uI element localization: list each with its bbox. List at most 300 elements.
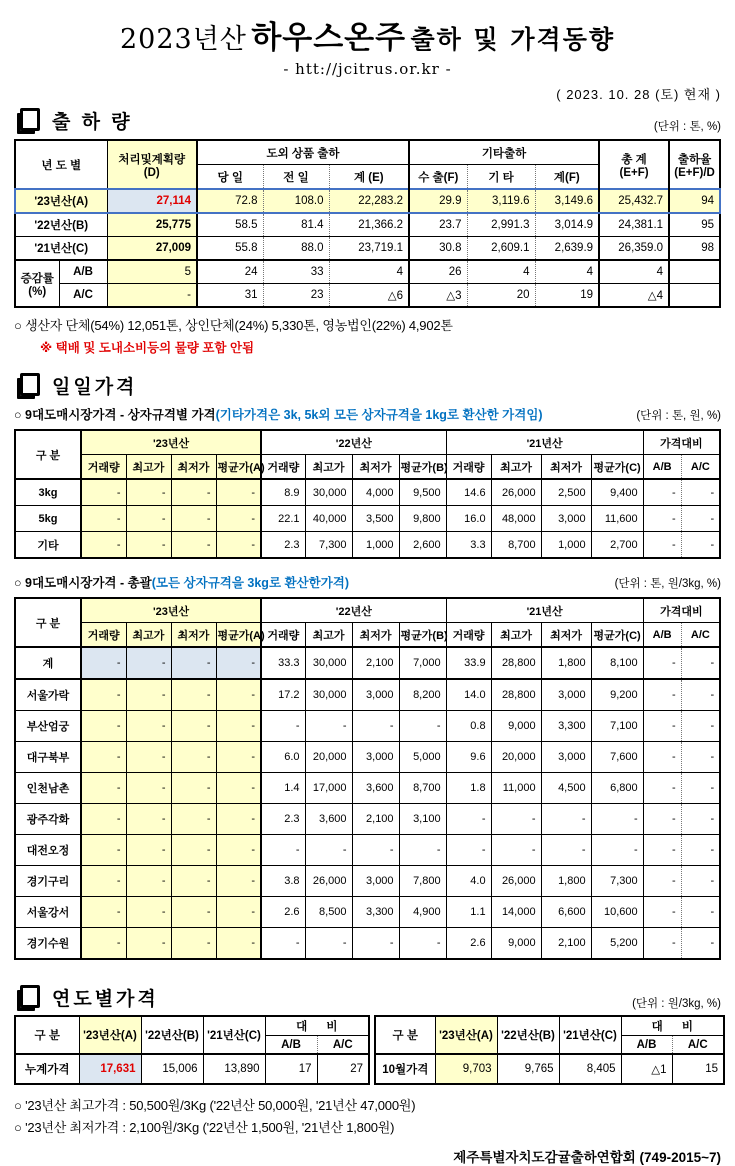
col-group-header: 대 비: [621, 1016, 724, 1036]
value-cell: 3,000: [541, 742, 591, 773]
value-cell: 58.5: [197, 213, 263, 237]
col-group-header: '22년산: [261, 598, 446, 623]
value-cell: 7,100: [591, 711, 643, 742]
value-cell: 14,000: [491, 897, 541, 928]
col-group-header: '21년산: [446, 598, 643, 623]
value-cell: 4: [599, 260, 669, 284]
shipment-section-head: [14, 107, 721, 134]
value-cell: 3.8: [261, 866, 305, 897]
value-cell: 2,100: [541, 928, 591, 960]
header-line: (E+F): [619, 166, 649, 179]
value-cell: △6: [329, 284, 409, 308]
value-cell: -: [643, 866, 681, 897]
value-cell: -: [305, 928, 352, 960]
value-cell: -: [171, 742, 216, 773]
value-cell: 9,000: [491, 711, 541, 742]
row-label: 서울가락: [15, 679, 81, 711]
value-cell: -: [681, 711, 720, 742]
row-label: [15, 260, 59, 307]
value-cell: 4: [535, 260, 599, 284]
unit-note: (단위 : 톤, 원/3kg, %): [614, 578, 721, 590]
row-label: 광주각화: [15, 804, 81, 835]
value-cell: -: [81, 804, 126, 835]
value-cell: -: [681, 897, 720, 928]
col-header: 거래량: [446, 455, 491, 480]
col-header: 거래량: [261, 455, 305, 480]
col-header: 구 분: [375, 1016, 435, 1054]
col-header: [599, 140, 669, 189]
table-head: [15, 598, 720, 647]
value-cell: 88.0: [263, 237, 329, 261]
value-cell: 9.6: [446, 742, 491, 773]
value-cell: 7,300: [591, 866, 643, 897]
value-cell: -: [126, 773, 171, 804]
max-price-note: ○ '23년산 최고가격 : 50,500원/3Kg ('22년산 50,000원, '21년산 47,000원): [14, 1098, 416, 1113]
table-row: [15, 213, 720, 237]
value-cell: 14.6: [446, 479, 491, 506]
value-cell: 10,600: [591, 897, 643, 928]
value-cell: 9,400: [591, 479, 643, 506]
value-cell: -: [81, 711, 126, 742]
value-cell: 9,765: [497, 1054, 559, 1084]
col-header: 평균가(C): [591, 455, 643, 480]
total-bullet: [14, 573, 349, 591]
col-header: 구 분: [15, 598, 81, 647]
header-line: (E+F)/D: [674, 166, 715, 179]
table-row: [15, 506, 720, 532]
col-header: 구 분: [15, 430, 81, 479]
value-cell: 21,366.2: [329, 213, 409, 237]
value-cell: -: [643, 897, 681, 928]
value-cell: 0.8: [446, 711, 491, 742]
value-cell: 20,000: [491, 742, 541, 773]
value-cell: 17,631: [79, 1054, 141, 1084]
col-group-header: '21년산: [446, 430, 643, 455]
value-cell: 26,000: [491, 866, 541, 897]
value-cell: -: [171, 928, 216, 960]
value-cell: -: [126, 835, 171, 866]
value-cell: 29.9: [409, 189, 467, 213]
value-cell: -: [352, 711, 399, 742]
value-cell: -: [216, 835, 261, 866]
value-cell: -: [171, 711, 216, 742]
value-cell: -: [216, 804, 261, 835]
value-cell: -: [643, 804, 681, 835]
section-title-text: 일일가격: [52, 377, 138, 398]
value-cell: 2,500: [541, 479, 591, 506]
value-cell: 72.8: [197, 189, 263, 213]
table-row: [15, 866, 720, 897]
value-cell: -: [126, 479, 171, 506]
value-cell: 95: [669, 213, 720, 237]
row-label: 3kg: [15, 479, 81, 506]
row-sublabel: A/C: [59, 284, 107, 308]
col-header: 최고가: [491, 455, 541, 480]
col-header: '23년산(A): [435, 1016, 497, 1054]
value-cell: 24: [197, 260, 263, 284]
bullet-text: ○ 9대도매시장가격 - 총괄: [14, 576, 152, 590]
document-square-icon: [20, 373, 40, 396]
yearly-section-head: [14, 984, 721, 1011]
value-cell: -: [216, 773, 261, 804]
value-cell: -: [216, 711, 261, 742]
value-cell: -: [216, 928, 261, 960]
value-cell: -: [643, 711, 681, 742]
col-group-header: 가격대비: [643, 598, 720, 623]
value-cell: -: [216, 506, 261, 532]
value-cell: -: [171, 679, 216, 711]
value-cell: -: [126, 897, 171, 928]
value-cell: -: [81, 897, 126, 928]
value-cell: 8,100: [591, 647, 643, 679]
header-line: 총 계: [621, 153, 647, 166]
col-header: 기 타: [467, 165, 535, 190]
price-total-table: [14, 597, 721, 960]
row-label: 경기수원: [15, 928, 81, 960]
row-label: 누계가격: [15, 1054, 79, 1084]
value-cell: 8,500: [305, 897, 352, 928]
value-cell: 48,000: [491, 506, 541, 532]
table-row: [375, 1054, 724, 1084]
value-cell: -: [171, 866, 216, 897]
value-cell: 33.9: [446, 647, 491, 679]
value-cell: -: [643, 532, 681, 559]
value-cell: 3,119.6: [467, 189, 535, 213]
col-group-header: 도외 상품 출하: [197, 140, 409, 165]
value-cell: -: [81, 928, 126, 960]
value-cell: -: [681, 773, 720, 804]
value-cell: -: [591, 835, 643, 866]
value-cell: -: [643, 647, 681, 679]
value-cell: 3,300: [352, 897, 399, 928]
value-cell: 33: [263, 260, 329, 284]
table-row: [15, 647, 720, 679]
col-header: '21년산(C): [559, 1016, 621, 1054]
section-title-text: 연도별가격: [52, 989, 159, 1010]
value-cell: -: [81, 679, 126, 711]
value-cell: -: [81, 506, 126, 532]
website-url: - htt://jcitrus.or.kr -: [283, 60, 452, 78]
organization-name: 제주특별자치도감귤출하연합회 (749-2015~7): [453, 1150, 721, 1165]
col-header: 계 (E): [329, 165, 409, 190]
col-header: A/C: [672, 1036, 724, 1055]
title-suffix: 출하 및 가격동향: [410, 25, 615, 54]
value-cell: -: [681, 506, 720, 532]
value-cell: -: [491, 835, 541, 866]
value-cell: 81.4: [263, 213, 329, 237]
value-cell: -: [216, 479, 261, 506]
table-row: [15, 532, 720, 559]
value-cell: 11,000: [491, 773, 541, 804]
value-cell: -: [681, 647, 720, 679]
value-cell: 2,100: [352, 647, 399, 679]
col-header: 거래량: [446, 623, 491, 648]
price-by-box-body: [15, 479, 720, 558]
value-cell: -: [126, 804, 171, 835]
value-cell: 3,149.6: [535, 189, 599, 213]
value-cell: 30,000: [305, 679, 352, 711]
value-cell: 2.6: [261, 897, 305, 928]
row-label: 대구북부: [15, 742, 81, 773]
unit-note: (단위 : 톤, 원, %): [636, 410, 721, 422]
value-cell: -: [681, 928, 720, 960]
row-label: 서울강서: [15, 897, 81, 928]
row-label: '21년산(C): [15, 237, 107, 261]
value-cell: 94: [669, 189, 720, 213]
value-cell: 27,114: [107, 189, 197, 213]
value-cell: 9,800: [399, 506, 446, 532]
value-cell: 6,600: [541, 897, 591, 928]
value-cell: 9,000: [491, 928, 541, 960]
value-cell: 15: [672, 1054, 724, 1084]
table-row: [375, 1016, 724, 1036]
value-cell: 3,000: [352, 679, 399, 711]
table-row: [15, 804, 720, 835]
value-cell: -: [643, 506, 681, 532]
col-header: '22년산(B): [497, 1016, 559, 1054]
value-cell: 2,600: [399, 532, 446, 559]
value-cell: 1.8: [446, 773, 491, 804]
row-label: 경기구리: [15, 866, 81, 897]
value-cell: 1,800: [541, 647, 591, 679]
value-cell: -: [81, 866, 126, 897]
value-cell: -: [399, 835, 446, 866]
row-label: '22년산(B): [15, 213, 107, 237]
price-by-box-table: [14, 429, 721, 559]
value-cell: 1,800: [541, 866, 591, 897]
bullet-text: ○ 9대도매시장가격 - 상자규격별 가격: [14, 408, 216, 422]
value-cell: 8,700: [491, 532, 541, 559]
value-cell: -: [643, 928, 681, 960]
value-cell: 2,700: [591, 532, 643, 559]
col-header: 평균가(B): [399, 455, 446, 480]
as-of-date: ( 2023. 10. 28 (토) 현재 ): [556, 87, 721, 102]
value-cell: 27,009: [107, 237, 197, 261]
value-cell: -: [399, 928, 446, 960]
value-cell: -: [352, 835, 399, 866]
table-row: [15, 1016, 369, 1036]
value-cell: -: [107, 284, 197, 308]
value-cell: -: [643, 773, 681, 804]
col-header: 평균가(A): [216, 455, 261, 480]
col-header: 평균가(C): [591, 623, 643, 648]
value-cell: -: [643, 835, 681, 866]
value-cell: 9,500: [399, 479, 446, 506]
value-cell: -: [126, 742, 171, 773]
value-cell: 26,000: [491, 479, 541, 506]
by-box-bullet: [14, 405, 543, 423]
value-cell: 8,405: [559, 1054, 621, 1084]
table-row: [15, 835, 720, 866]
col-header: 최고가: [126, 455, 171, 480]
value-cell: 22,283.2: [329, 189, 409, 213]
value-cell: -: [491, 804, 541, 835]
price-total-body: [15, 647, 720, 959]
value-cell: 30.8: [409, 237, 467, 261]
col-header: 수 출(F): [409, 165, 467, 190]
value-cell: 3,100: [399, 804, 446, 835]
october-price-body: [375, 1054, 724, 1084]
value-cell: -: [81, 835, 126, 866]
value-cell: 4,000: [352, 479, 399, 506]
value-cell: 20,000: [305, 742, 352, 773]
row-label: 계: [15, 647, 81, 679]
value-cell: 1,000: [541, 532, 591, 559]
value-cell: -: [305, 711, 352, 742]
value-cell: -: [305, 835, 352, 866]
value-cell: 17,000: [305, 773, 352, 804]
value-cell: 9,200: [591, 679, 643, 711]
col-group-header: '23년산: [81, 598, 261, 623]
value-cell: -: [261, 835, 305, 866]
col-header: 구 분: [15, 1016, 79, 1054]
october-price-table: [374, 1015, 725, 1085]
row-label: 부산엄궁: [15, 711, 81, 742]
value-cell: -: [681, 479, 720, 506]
row-label: 5kg: [15, 506, 81, 532]
value-cell: 55.8: [197, 237, 263, 261]
col-header: 당 일: [197, 165, 263, 190]
value-cell: -: [681, 679, 720, 711]
col-group-header: '22년산: [261, 430, 446, 455]
value-cell: 23.7: [409, 213, 467, 237]
value-cell: 1.1: [446, 897, 491, 928]
value-cell: -: [681, 742, 720, 773]
value-cell: [669, 260, 720, 284]
value-cell: 3,600: [352, 773, 399, 804]
table-row: [15, 140, 720, 165]
value-cell: 3,000: [541, 506, 591, 532]
col-header: 최저가: [352, 623, 399, 648]
shipment-table: [14, 139, 721, 308]
total-bullet-row: [14, 573, 721, 591]
value-cell: -: [591, 804, 643, 835]
cumulative-price-table: [14, 1015, 370, 1085]
value-cell: 31: [197, 284, 263, 308]
header-line: 출하율: [677, 153, 712, 166]
unit-note: (단위 : 원/3kg, %): [632, 998, 721, 1010]
table-row: [15, 711, 720, 742]
col-header: '21년산(C): [203, 1016, 265, 1054]
table-row: [15, 623, 720, 648]
row-sublabel: A/B: [59, 260, 107, 284]
value-cell: 40,000: [305, 506, 352, 532]
value-cell: -: [126, 928, 171, 960]
value-cell: -: [541, 835, 591, 866]
value-cell: 26,359.0: [599, 237, 669, 261]
header-line: 처리및계획량: [118, 153, 186, 166]
value-cell: 15,006: [141, 1054, 203, 1084]
table-row: [15, 479, 720, 506]
col-group-header: 대 비: [265, 1016, 369, 1036]
value-cell: 22.1: [261, 506, 305, 532]
shipment-change-rows: [15, 260, 720, 307]
value-cell: 7,000: [399, 647, 446, 679]
value-cell: △1: [621, 1054, 672, 1084]
value-cell: 7,800: [399, 866, 446, 897]
value-cell: -: [126, 711, 171, 742]
value-cell: -: [681, 835, 720, 866]
col-header: 거래량: [81, 455, 126, 480]
bullet-paren-note: (기타가격은 3k, 5k외 모든 상자규격을 1kg로 환산한 가격임): [215, 408, 543, 422]
value-cell: 3,000: [541, 679, 591, 711]
col-header: A/B: [643, 623, 681, 648]
value-cell: -: [681, 866, 720, 897]
daily-section-title: [14, 372, 137, 399]
value-cell: 2.3: [261, 532, 305, 559]
value-cell: -: [81, 773, 126, 804]
col-group-header: 기타출하: [409, 140, 599, 165]
table-row: [15, 773, 720, 804]
value-cell: 8,200: [399, 679, 446, 711]
title-product: 하우스온주: [251, 20, 407, 55]
value-cell: -: [216, 532, 261, 559]
col-header: 최저가: [171, 455, 216, 480]
value-cell: -: [643, 742, 681, 773]
value-cell: 4,900: [399, 897, 446, 928]
col-header: A/C: [681, 623, 720, 648]
value-cell: 98: [669, 237, 720, 261]
value-cell: 1.4: [261, 773, 305, 804]
value-cell: 2,639.9: [535, 237, 599, 261]
value-cell: 2.3: [261, 804, 305, 835]
yearly-section-title: [14, 984, 159, 1011]
value-cell: -: [216, 897, 261, 928]
value-cell: -: [216, 647, 261, 679]
value-cell: 11,600: [591, 506, 643, 532]
value-cell: 2.6: [446, 928, 491, 960]
value-cell: 4.0: [446, 866, 491, 897]
table-head: [15, 1016, 369, 1054]
col-header: 평균가(A): [216, 623, 261, 648]
table-row: [15, 598, 720, 623]
value-cell: -: [541, 804, 591, 835]
value-cell: -: [681, 532, 720, 559]
min-price-note: ○ '23년산 최저가격 : 2,100원/3Kg ('22년산 1,500원, '21년산 1,800원): [14, 1120, 395, 1135]
value-cell: 23,719.1: [329, 237, 409, 261]
col-header: 최고가: [126, 623, 171, 648]
value-cell: 25,775: [107, 213, 197, 237]
value-cell: -: [81, 479, 126, 506]
row-label: 대전오정: [15, 835, 81, 866]
bullet-paren-note: (모든 상자규격을 3kg로 환산한가격): [151, 576, 350, 590]
cumulative-price-body: [15, 1054, 369, 1084]
table-head: [375, 1016, 724, 1054]
section-title-text: 출 하 량: [52, 112, 133, 133]
col-header: 최저가: [352, 455, 399, 480]
col-header: 계(F): [535, 165, 599, 190]
table-row: [15, 237, 720, 261]
label-line: 증감률: [20, 272, 54, 285]
value-cell: -: [216, 742, 261, 773]
label-line: (%): [28, 285, 47, 298]
value-cell: [669, 284, 720, 308]
value-cell: 28,800: [491, 647, 541, 679]
table-row: [15, 928, 720, 960]
col-header: 최저가: [171, 623, 216, 648]
producer-note: ○ 생산자 단체(54%) 12,051톤, 상인단체(24%) 5,330톤, 영농법인(22%) 4,902톤: [14, 318, 453, 333]
row-label: 10월가격: [375, 1054, 435, 1084]
value-cell: 27: [317, 1054, 369, 1084]
value-cell: 28,800: [491, 679, 541, 711]
document-square-icon: [20, 985, 40, 1008]
table-row: [15, 679, 720, 711]
value-cell: -: [171, 532, 216, 559]
col-header: 거래량: [81, 623, 126, 648]
value-cell: 26: [409, 260, 467, 284]
value-cell: 4,500: [541, 773, 591, 804]
value-cell: 24,381.1: [599, 213, 669, 237]
